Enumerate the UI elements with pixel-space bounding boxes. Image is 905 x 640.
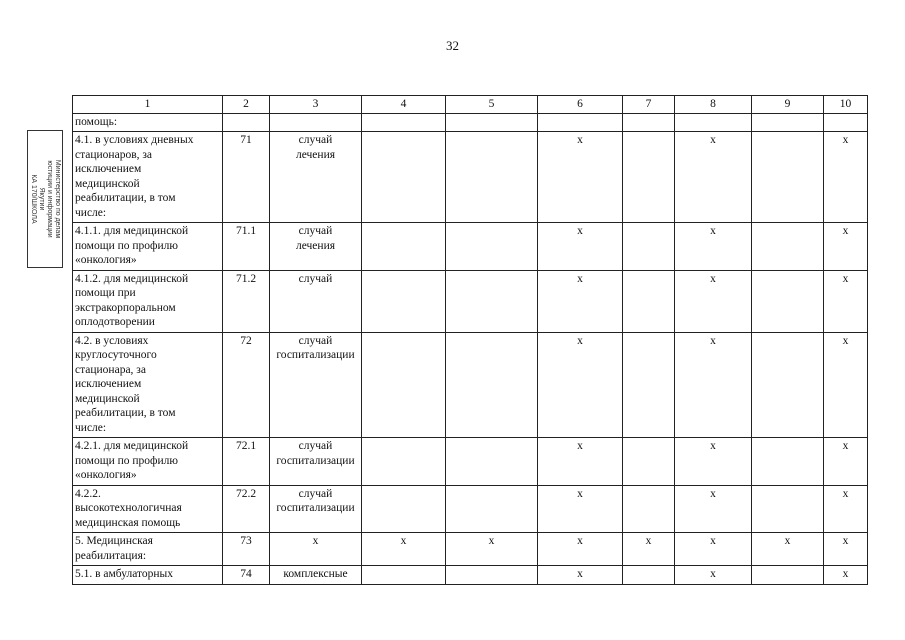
row-value-cell [446, 566, 538, 585]
table-row [73, 533, 868, 566]
row-value-cell [362, 132, 446, 223]
row-label-line: 4.1. в условиях дневных [75, 134, 194, 146]
row-unit-line: госпитализации [276, 349, 355, 361]
table-body [73, 113, 868, 584]
row-label-line: реабилитации, в том [75, 192, 176, 204]
row-unit-line: комплексные [283, 568, 348, 580]
row-unit-cell [270, 332, 362, 438]
row-value-cell: х [362, 533, 446, 566]
row-label-line: круглосуточного [75, 349, 157, 361]
row-value-cell: х [824, 566, 868, 585]
row-value-cell [362, 113, 446, 132]
row-value-cell [752, 113, 824, 132]
table-header-row [73, 96, 868, 114]
row-value-cell [752, 566, 824, 585]
row-value-cell: х [675, 438, 752, 486]
column-header: 4 [362, 96, 446, 114]
row-label-line: помощи по профилю [75, 454, 178, 467]
row-code-cell: 72.2 [223, 485, 270, 533]
row-value-cell: х [675, 332, 752, 438]
row-label-cell [73, 438, 223, 486]
table-row [73, 270, 868, 332]
row-unit-line: случай [298, 225, 333, 237]
stamp-line: КА 170/ШКОЛА [30, 174, 37, 224]
row-value-cell [623, 223, 675, 271]
row-value-cell [362, 332, 446, 438]
row-value-cell [752, 132, 824, 223]
row-unit-cell [270, 566, 362, 585]
row-label-line: 5. Медицинская [75, 535, 153, 547]
row-value-cell: х [675, 223, 752, 271]
column-header: 5 [446, 96, 538, 114]
row-unit-cell [270, 113, 362, 132]
column-header: 3 [270, 96, 362, 114]
row-value-cell: х [446, 533, 538, 566]
row-unit-line: случай [298, 487, 333, 500]
row-value-cell: х [824, 485, 868, 533]
row-value-cell [752, 485, 824, 533]
registration-stamp [27, 130, 63, 268]
row-code-cell: 71 [223, 132, 270, 223]
row-value-cell [623, 113, 675, 132]
row-value-cell: х [675, 533, 752, 566]
row-label-line: 4.2.2. [75, 487, 101, 500]
row-label-line: исключением [75, 378, 142, 390]
row-label-cell [73, 566, 223, 585]
row-value-cell: х [538, 270, 623, 332]
table-row [73, 485, 868, 533]
row-label-line: 4.1.2. для медицинской [75, 272, 189, 285]
table-row [73, 132, 868, 223]
row-label-line: реабилитация: [75, 549, 147, 562]
row-value-cell: х [824, 270, 868, 332]
row-unit-line: случай [298, 272, 333, 285]
page-number: 32 [446, 38, 459, 53]
row-label-line: медицинская помощь [75, 516, 181, 529]
row-value-cell: х [824, 132, 868, 223]
column-header: 2 [223, 96, 270, 114]
row-value-cell [538, 113, 623, 132]
row-label-line: 4.2. в условиях [75, 334, 149, 347]
row-value-cell: х [675, 485, 752, 533]
row-value-cell [446, 485, 538, 533]
row-value-cell [623, 438, 675, 486]
column-header: 8 [675, 96, 752, 114]
table-row [73, 113, 868, 132]
row-label-line: числе: [75, 206, 107, 219]
row-value-cell [446, 332, 538, 438]
row-code-cell [223, 113, 270, 132]
row-label-cell [73, 533, 223, 566]
row-value-cell [362, 223, 446, 271]
table-row [73, 332, 868, 438]
row-value-cell: х [623, 533, 675, 566]
row-code-cell: 72.1 [223, 438, 270, 486]
row-value-cell [362, 566, 446, 585]
row-label-line: «онкология» [75, 254, 137, 266]
row-code-cell: 74 [223, 566, 270, 585]
row-unit-line: х [312, 535, 319, 547]
row-value-cell: х [538, 533, 623, 566]
row-value-cell: х [538, 485, 623, 533]
row-unit-line: случай [298, 440, 333, 452]
row-code-cell: 72 [223, 332, 270, 438]
row-label-line: 4.2.1. для медицинской [75, 440, 189, 452]
row-label-cell [73, 270, 223, 332]
row-value-cell [752, 332, 824, 438]
row-label-line: медицинской [75, 392, 140, 405]
row-unit-line: случай [298, 134, 333, 146]
column-header: 6 [538, 96, 623, 114]
row-value-cell [623, 485, 675, 533]
row-value-cell: х [824, 223, 868, 271]
row-label-line: исключением [75, 163, 142, 175]
row-value-cell [752, 223, 824, 271]
row-label-line: реабилитации, в том [75, 407, 176, 419]
row-label-cell [73, 132, 223, 223]
row-unit-cell [270, 438, 362, 486]
data-table [72, 95, 868, 585]
row-label-line: высокотехнологичная [75, 502, 182, 514]
column-header: 1 [73, 96, 223, 114]
row-label-line: помощи по профилю [75, 239, 178, 252]
row-label-line: «онкология» [75, 469, 137, 481]
row-value-cell: х [538, 223, 623, 271]
table-row [73, 566, 868, 585]
row-code-cell: 73 [223, 533, 270, 566]
row-value-cell [446, 270, 538, 332]
stamp-line: Якутии [38, 187, 45, 211]
row-value-cell: х [675, 270, 752, 332]
row-label-line: медицинской [75, 177, 140, 190]
row-label-line: 5.1. в амбулаторных [75, 568, 174, 580]
column-header: 10 [824, 96, 868, 114]
row-value-cell: х [675, 566, 752, 585]
stamp-text [29, 133, 61, 265]
row-value-cell: х [824, 332, 868, 438]
row-unit-cell [270, 485, 362, 533]
row-value-cell [362, 485, 446, 533]
row-value-cell [752, 438, 824, 486]
row-label-line: стационара, за [75, 363, 146, 376]
row-unit-cell [270, 533, 362, 566]
row-label-line: числе: [75, 421, 107, 434]
table-row [73, 223, 868, 271]
row-unit-line: госпитализации [276, 454, 355, 467]
row-value-cell [362, 270, 446, 332]
row-value-cell: х [538, 566, 623, 585]
column-header: 9 [752, 96, 824, 114]
row-value-cell [362, 438, 446, 486]
row-unit-cell [270, 270, 362, 332]
row-value-cell [623, 270, 675, 332]
column-header: 7 [623, 96, 675, 114]
row-value-cell [623, 566, 675, 585]
row-value-cell: х [824, 438, 868, 486]
row-label-line: экстракорпоральном [75, 301, 176, 314]
row-value-cell [752, 270, 824, 332]
row-value-cell [446, 438, 538, 486]
row-label-cell [73, 113, 223, 132]
row-label-line: помощь: [75, 115, 118, 128]
row-value-cell [623, 332, 675, 438]
stamp-line: юстиции и информации [46, 160, 53, 238]
row-value-cell [446, 223, 538, 271]
row-unit-line: госпитализации [276, 502, 355, 514]
row-label-cell [73, 223, 223, 271]
row-label-cell [73, 485, 223, 533]
row-label-line: 4.1.1. для медицинской [75, 225, 189, 237]
table-row [73, 438, 868, 486]
row-value-cell [446, 113, 538, 132]
row-value-cell [623, 132, 675, 223]
row-value-cell: х [538, 332, 623, 438]
row-unit-line: лечения [295, 148, 336, 161]
row-label-line: оплодотворении [75, 316, 155, 328]
row-unit-line: случай [298, 334, 333, 347]
row-value-cell: х [538, 438, 623, 486]
row-value-cell: х [538, 132, 623, 223]
row-unit-cell [270, 132, 362, 223]
row-value-cell: х [675, 132, 752, 223]
row-value-cell: х [752, 533, 824, 566]
row-value-cell [446, 132, 538, 223]
row-code-cell: 71.1 [223, 223, 270, 271]
stamp-line: Министерство по делам [54, 159, 61, 239]
row-value-cell [824, 113, 868, 132]
row-value-cell: х [824, 533, 868, 566]
row-unit-line: лечения [295, 239, 336, 252]
row-code-cell: 71.2 [223, 270, 270, 332]
row-label-cell [73, 332, 223, 438]
row-label-line: помощи при [75, 287, 136, 299]
row-unit-cell [270, 223, 362, 271]
row-label-line: стационаров, за [75, 148, 153, 161]
row-value-cell [675, 113, 752, 132]
